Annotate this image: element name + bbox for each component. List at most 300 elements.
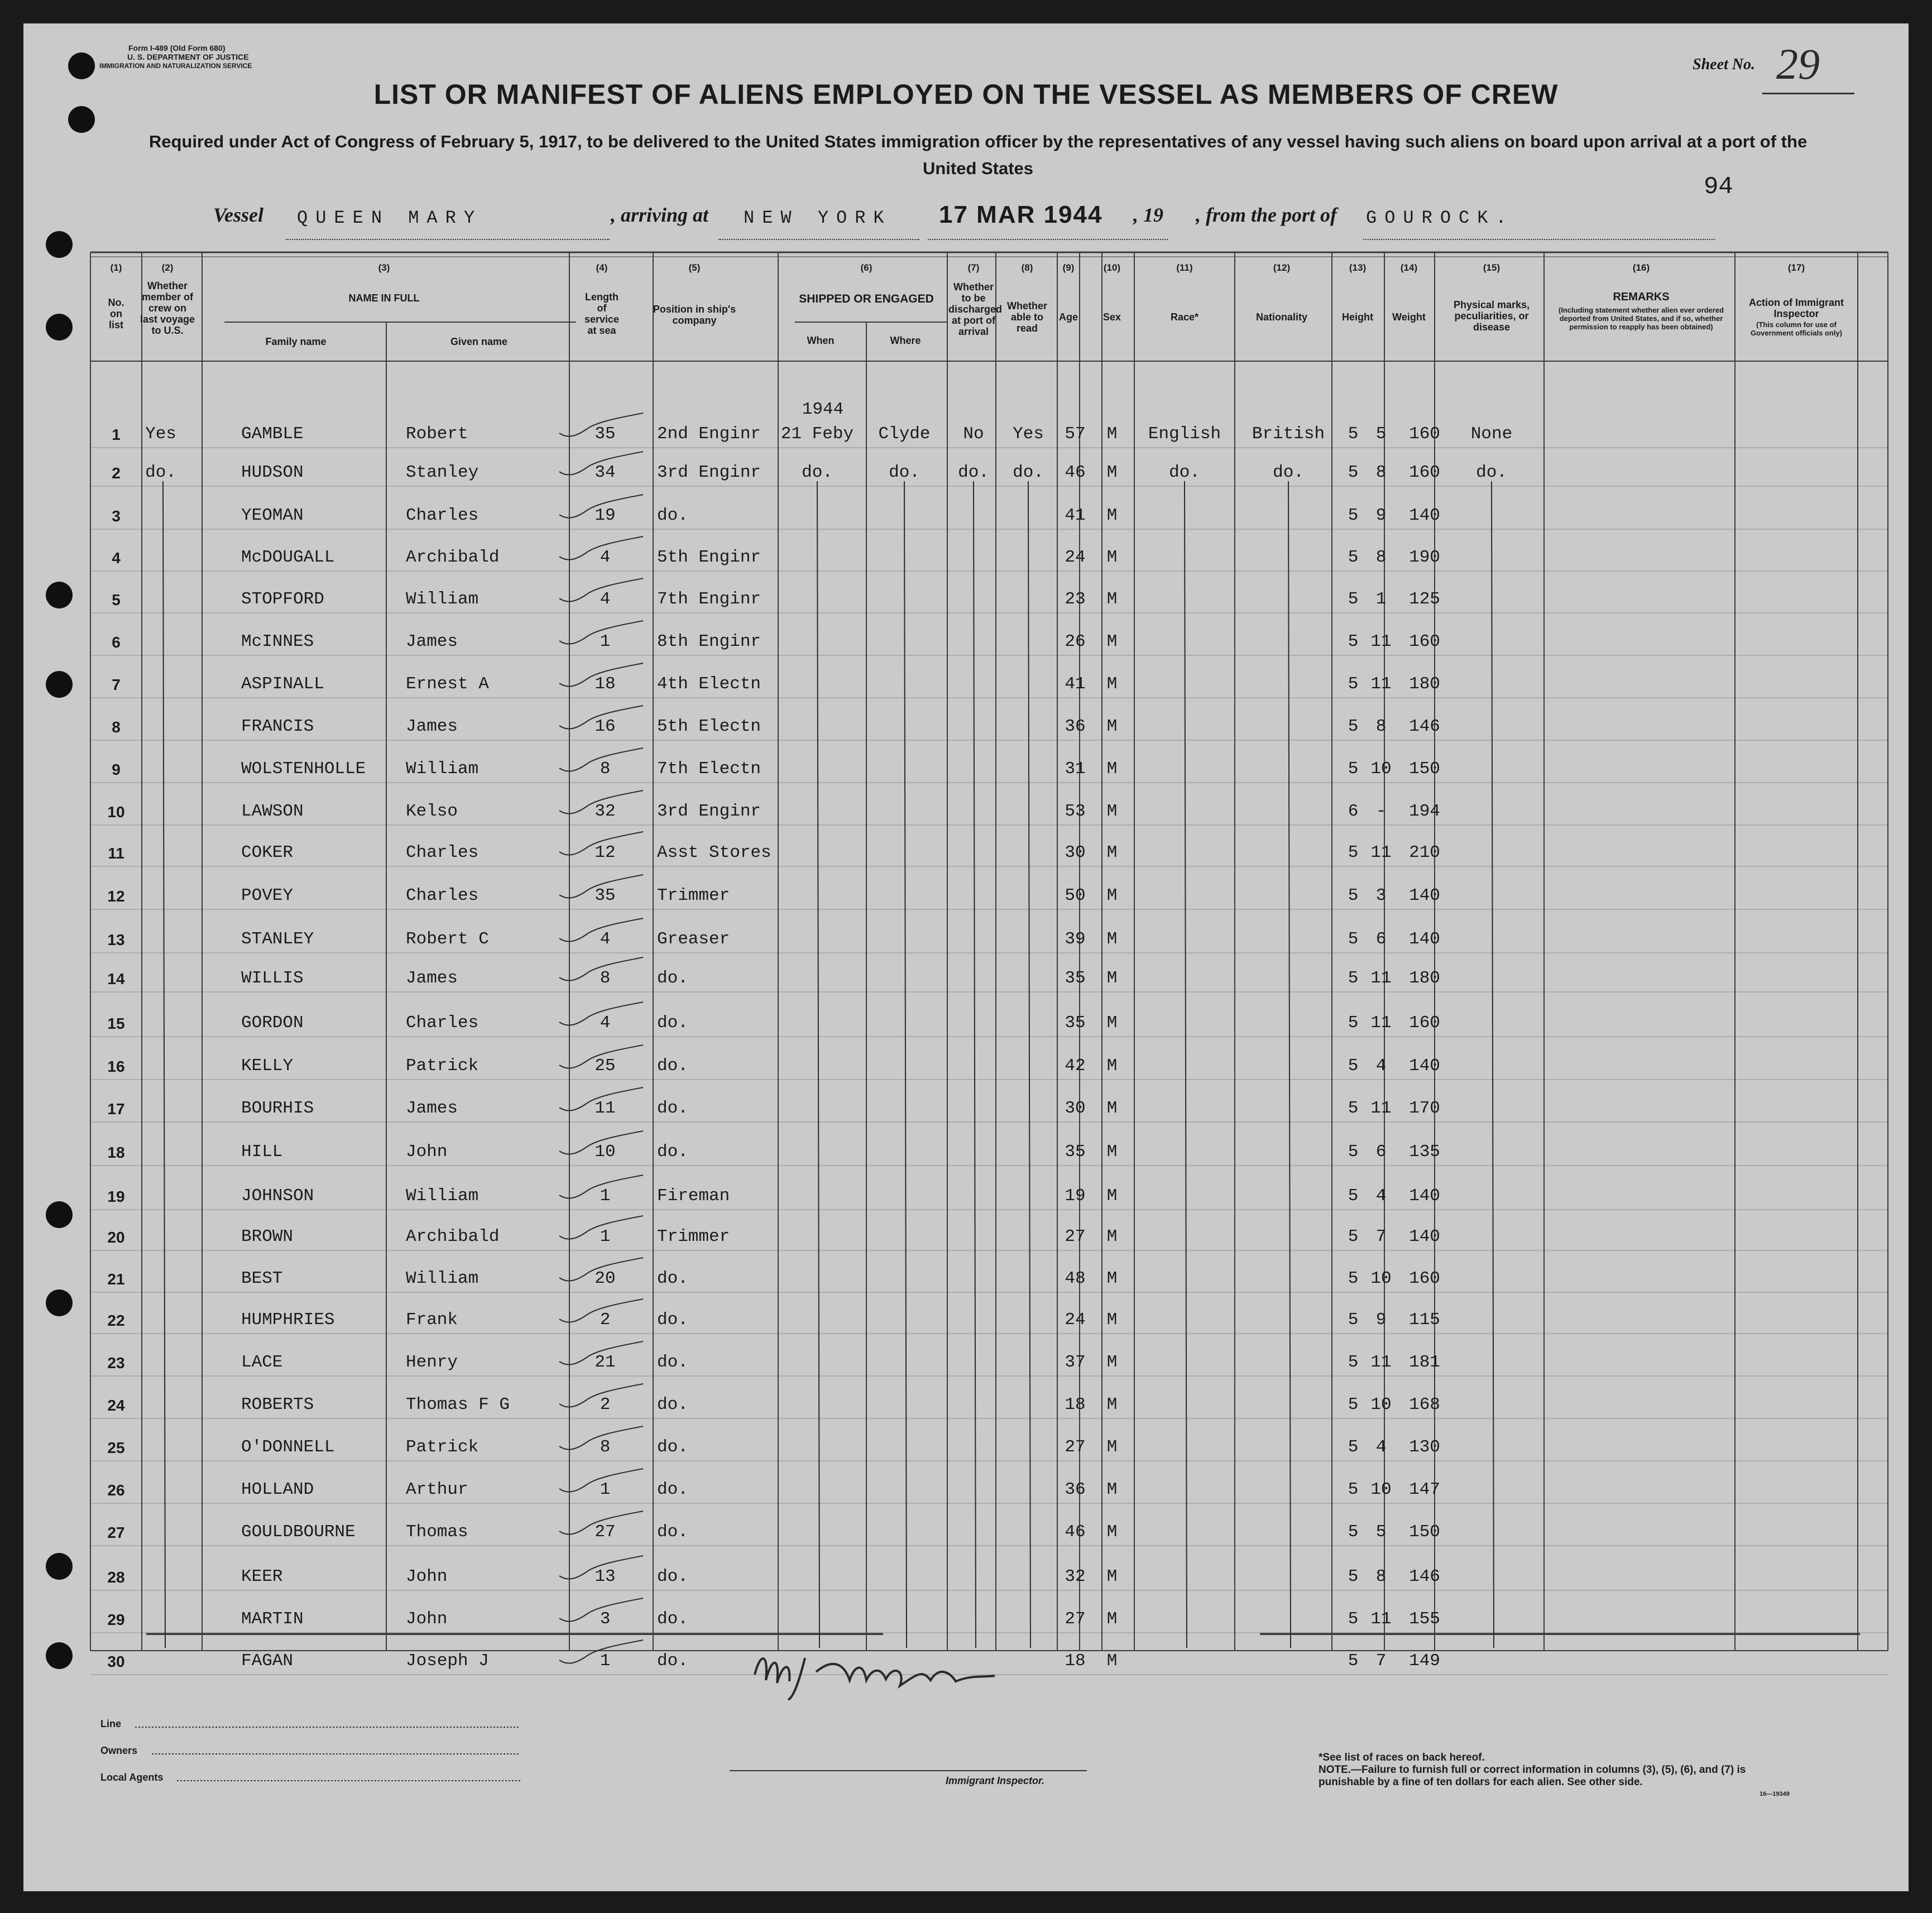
family-name: ROBERTS	[241, 1395, 314, 1415]
service-years: 12	[595, 843, 616, 862]
row-number: 16	[107, 1058, 125, 1075]
height-inches: 9	[1375, 1310, 1387, 1330]
page-subtitle: Required under Act of Congress of February 5, 1917, to be delivered to the United States immigration officer by the representatives of any vessel having such aliens on board upon arrival at a port of the United States	[148, 132, 1808, 178]
discharged-value: do.	[958, 463, 989, 482]
col-num-1: (1)	[110, 262, 122, 273]
col-num-9: (9)	[1062, 262, 1075, 273]
service-years: 8	[600, 969, 611, 988]
shipped-year: 1944	[802, 400, 844, 419]
weight-value: 190	[1409, 548, 1440, 567]
height-inches: 8	[1375, 548, 1387, 567]
row-number: 11	[108, 845, 124, 862]
service-years: 1	[600, 632, 611, 651]
col-num-3: (3)	[378, 262, 390, 273]
height-feet: 5	[1348, 843, 1359, 862]
age-value: 26	[1065, 632, 1086, 651]
row-number: 14	[107, 970, 125, 987]
col-num-11: (11)	[1176, 262, 1193, 273]
col-num-12: (12)	[1273, 262, 1291, 273]
height-feet: 5	[1348, 759, 1359, 779]
weight-value: 210	[1409, 843, 1440, 862]
weight-value: 194	[1409, 802, 1440, 821]
weight-value: 146	[1409, 717, 1440, 736]
height-inches: 4	[1375, 1437, 1387, 1457]
position-value: do.	[657, 1013, 688, 1033]
position-value: 4th Electn	[657, 674, 761, 694]
family-name: WOLSTENHOLLE	[241, 759, 366, 779]
height-inches: 4	[1375, 1056, 1387, 1076]
sex-value: M	[1106, 1480, 1118, 1499]
position-value: do.	[657, 1480, 688, 1499]
weight-value: 140	[1409, 1227, 1440, 1246]
header-age: Age	[1058, 311, 1078, 323]
sheet-label: Sheet No.	[1693, 56, 1755, 73]
nationality-value: do.	[1273, 463, 1304, 482]
weight-value: 146	[1409, 1567, 1440, 1586]
height-feet: 5	[1348, 1013, 1359, 1033]
service-years: 1	[600, 1227, 611, 1246]
given-name: Patrick	[406, 1056, 479, 1076]
col-num-5: (5)	[688, 262, 701, 273]
able-to-read-value: Yes	[1013, 424, 1044, 444]
given-name: James	[406, 632, 458, 651]
height-inches: 7	[1375, 1227, 1387, 1246]
sex-value: M	[1106, 1142, 1118, 1162]
height-inches: 1	[1375, 589, 1387, 609]
service-years: 8	[600, 759, 611, 779]
col-num-8: (8)	[1021, 262, 1033, 273]
height-feet: 5	[1348, 1310, 1359, 1330]
col-num-13: (13)	[1349, 262, 1367, 273]
given-name: Archibald	[406, 548, 500, 567]
from-port: GOUROCK.	[1366, 208, 1514, 228]
header-inspector-note: (This column for use of Government officials only)	[1751, 320, 1842, 337]
given-name: Charles	[406, 506, 479, 525]
family-name: ASPINALL	[241, 674, 324, 694]
position-value: do.	[657, 506, 688, 525]
position-value: do.	[657, 1099, 688, 1118]
header-position: Position in ship's company	[653, 304, 736, 326]
sex-value: M	[1106, 1651, 1118, 1671]
row-number: 26	[107, 1482, 125, 1499]
given-name: Charles	[406, 843, 479, 862]
sex-value: M	[1106, 1056, 1118, 1076]
weight-value: 147	[1409, 1480, 1440, 1499]
family-name: HOLLAND	[241, 1480, 314, 1499]
row-number: 30	[107, 1653, 125, 1670]
vessel-name: QUEEN MARY	[297, 208, 483, 228]
sex-value: M	[1106, 1567, 1118, 1586]
family-name: GAMBLE	[241, 424, 304, 444]
row-number: 15	[107, 1015, 125, 1032]
shipped-when: 21 Feby	[780, 424, 854, 444]
height-feet: 5	[1348, 632, 1359, 651]
sex-value: M	[1106, 1013, 1118, 1033]
height-inches: 11	[1370, 1099, 1392, 1118]
height-feet: 5	[1348, 1437, 1359, 1457]
weight-value: 160	[1409, 632, 1440, 651]
position-value: 2nd Enginr	[657, 424, 761, 444]
height-feet: 5	[1348, 1227, 1359, 1246]
shipped-where: do.	[889, 463, 920, 482]
age-value: 35	[1065, 1013, 1086, 1033]
able-to-read-value: do.	[1013, 463, 1044, 482]
service-years: 8	[600, 1437, 611, 1457]
given-name: Ernest A	[406, 674, 489, 694]
height-inches: 10	[1370, 1395, 1392, 1415]
shipped-where: Clyde	[878, 424, 931, 444]
age-value: 23	[1065, 589, 1086, 609]
header-name-in-full: NAME IN FULL	[348, 293, 420, 304]
discharged-value: No	[963, 424, 984, 444]
sex-value: M	[1106, 424, 1118, 444]
age-value: 31	[1065, 759, 1086, 779]
age-value: 27	[1065, 1437, 1086, 1457]
position-value: Trimmer	[657, 886, 730, 905]
weight-value: 140	[1409, 506, 1440, 525]
service-years: 25	[595, 1056, 616, 1076]
age-value: 41	[1065, 506, 1086, 525]
race-value: do.	[1169, 463, 1200, 482]
sex-value: M	[1106, 886, 1118, 905]
physical-marks-value: None	[1470, 424, 1513, 444]
row-number: 10	[107, 803, 125, 821]
row-number: 4	[112, 549, 121, 567]
page-title: LIST OR MANIFEST OF ALIENS EMPLOYED ON THE VESSEL AS MEMBERS OF CREW	[373, 79, 1559, 110]
age-value: 35	[1065, 1142, 1086, 1162]
given-name: Henry	[406, 1353, 458, 1372]
age-value: 32	[1065, 1567, 1086, 1586]
sex-value: M	[1106, 1269, 1118, 1288]
sex-value: M	[1106, 1395, 1118, 1415]
height-feet: 5	[1348, 424, 1359, 444]
family-name: JOHNSON	[241, 1186, 314, 1206]
height-feet: 6	[1348, 802, 1359, 821]
vessel-label: Vessel	[213, 204, 263, 226]
service-years: 1	[600, 1480, 611, 1499]
age-value: 18	[1065, 1651, 1086, 1671]
family-name: COKER	[241, 843, 294, 862]
last-voyage-value: do.	[145, 463, 176, 482]
header-weight: Weight	[1392, 311, 1426, 323]
height-feet: 5	[1348, 463, 1359, 482]
given-name: Thomas F G	[406, 1395, 510, 1415]
sex-value: M	[1106, 463, 1118, 482]
height-feet: 5	[1348, 1099, 1359, 1118]
penalty-note: NOTE.—Failure to furnish full or correct information in columns (3), (5), (6), and (7) is punishable by a fine of ten dollars for each alien. See other side.	[1319, 1764, 1746, 1788]
given-name: James	[406, 969, 458, 988]
given-name: Robert C	[406, 929, 489, 949]
arriving-label: , arriving at	[611, 204, 709, 226]
height-inches: 4	[1375, 1186, 1387, 1206]
weight-value: 160	[1409, 424, 1440, 444]
height-inches: 11	[1370, 1353, 1392, 1372]
nationality-value: British	[1252, 424, 1325, 444]
height-feet: 5	[1348, 969, 1359, 988]
service-years: 11	[595, 1099, 616, 1118]
weight-value: 180	[1409, 969, 1440, 988]
age-value: 30	[1065, 1099, 1086, 1118]
races-note: *See list of races on back hereof.	[1319, 1752, 1485, 1763]
sex-value: M	[1106, 1227, 1118, 1246]
given-name: James	[406, 717, 458, 736]
height-inches: 8	[1375, 463, 1387, 482]
service-name: IMMIGRATION AND NATURALIZATION SERVICE	[99, 62, 252, 70]
col-num-17: (17)	[1787, 262, 1805, 273]
header-given-name: Given name	[450, 336, 508, 347]
position-value: do.	[657, 1310, 688, 1330]
age-value: 37	[1065, 1353, 1086, 1372]
family-name: STANLEY	[241, 929, 314, 949]
height-feet: 5	[1348, 548, 1359, 567]
race-value: English	[1148, 424, 1221, 444]
position-value: do.	[657, 1269, 688, 1288]
col-num-10: (10)	[1103, 262, 1121, 273]
family-name: GORDON	[241, 1013, 304, 1033]
row-number: 24	[107, 1397, 125, 1414]
sex-value: M	[1106, 1353, 1118, 1372]
height-feet: 5	[1348, 1609, 1359, 1629]
height-inches: 11	[1370, 843, 1392, 862]
service-years: 3	[600, 1609, 611, 1629]
height-feet: 5	[1348, 1395, 1359, 1415]
sex-value: M	[1106, 1609, 1118, 1629]
age-value: 36	[1065, 717, 1086, 736]
age-value: 46	[1065, 463, 1086, 482]
service-years: 18	[595, 674, 616, 694]
family-name: McINNES	[241, 632, 314, 651]
family-name: POVEY	[241, 886, 294, 905]
service-years: 4	[600, 589, 611, 609]
service-years: 27	[595, 1522, 616, 1542]
weight-value: 181	[1409, 1353, 1440, 1372]
family-name: FAGAN	[241, 1651, 294, 1671]
family-name: LACE	[241, 1353, 283, 1372]
position-value: Asst Stores	[657, 843, 771, 862]
height-inches: 8	[1375, 1567, 1387, 1586]
given-name: John	[406, 1567, 448, 1586]
header-inspector-action: Action of Immigrant Inspector	[1749, 297, 1844, 319]
sex-value: M	[1106, 802, 1118, 821]
sex-value: M	[1106, 969, 1118, 988]
form-id: Form I-489 (Old Form 680)	[128, 44, 226, 52]
position-value: 3rd Enginr	[657, 463, 761, 482]
age-value: 42	[1065, 1056, 1086, 1076]
position-value: do.	[657, 1142, 688, 1162]
position-value: do.	[657, 1651, 688, 1671]
sheet-number: 29	[1776, 40, 1820, 88]
row-number: 7	[112, 676, 121, 693]
position-value: do.	[657, 1056, 688, 1076]
age-value: 50	[1065, 886, 1086, 905]
given-name: William	[406, 589, 479, 609]
family-name: LAWSON	[241, 802, 304, 821]
family-name: WILLIS	[241, 969, 304, 988]
sex-value: M	[1106, 506, 1118, 525]
service-years: 10	[595, 1142, 616, 1162]
service-years: 1	[600, 1651, 611, 1671]
height-feet: 5	[1348, 1056, 1359, 1076]
height-feet: 5	[1348, 886, 1359, 905]
row-number: 6	[112, 634, 121, 651]
position-value: Trimmer	[657, 1227, 730, 1246]
height-feet: 5	[1348, 506, 1359, 525]
header-physical-marks: Physical marks, peculiarities, or disease	[1453, 299, 1530, 333]
sex-value: M	[1106, 1522, 1118, 1542]
col-num-16: (16)	[1632, 262, 1650, 273]
family-name: HUMPHRIES	[241, 1310, 335, 1330]
row-number: 19	[107, 1188, 125, 1205]
header-last-voyage: Whether member of crew on last voyage to U.S.	[140, 280, 195, 336]
row-number: 25	[107, 1439, 125, 1456]
age-value: 41	[1065, 674, 1086, 694]
height-feet: 5	[1348, 1651, 1359, 1671]
position-value: 5th Enginr	[657, 548, 761, 567]
col-num-4: (4)	[596, 262, 608, 273]
height-feet: 5	[1348, 929, 1359, 949]
given-name: William	[406, 759, 479, 779]
family-name: YEOMAN	[241, 506, 304, 525]
service-years: 34	[595, 463, 616, 482]
given-name: William	[406, 1269, 479, 1288]
physical-marks-value: do.	[1476, 463, 1507, 482]
given-name: William	[406, 1186, 479, 1206]
age-value: 30	[1065, 843, 1086, 862]
weight-value: 140	[1409, 1186, 1440, 1206]
weight-value: 168	[1409, 1395, 1440, 1415]
print-code: 16—19349	[1760, 1791, 1790, 1797]
header-when: When	[807, 335, 835, 346]
position-value: 7th Enginr	[657, 589, 761, 609]
header-remarks-note: (Including statement whether alien ever ordered deported from United States, and if so, whether permission to reapply has been obtained)	[1558, 306, 1724, 331]
height-inches: 11	[1370, 1609, 1392, 1629]
family-name: GOULDBOURNE	[241, 1522, 356, 1542]
sex-value: M	[1106, 548, 1118, 567]
family-name: BEST	[241, 1269, 283, 1288]
row-number: 27	[107, 1524, 125, 1541]
family-name: KELLY	[241, 1056, 294, 1076]
height-inches: 3	[1375, 886, 1387, 905]
age-value: 18	[1065, 1395, 1086, 1415]
header-shipped-engaged: SHIPPED OR ENGAGED	[799, 293, 934, 305]
header-length-service: Length of service at sea	[584, 291, 620, 336]
position-value: do.	[657, 969, 688, 988]
header-discharged: Whether to be discharged at port of arrival	[948, 281, 1003, 337]
position-value: 5th Electn	[657, 717, 761, 736]
height-inches: 6	[1375, 929, 1387, 949]
service-years: 21	[595, 1353, 616, 1372]
given-name: Charles	[406, 1013, 479, 1033]
header-able-to-read: Whether able to read	[1007, 300, 1047, 334]
weight-value: 155	[1409, 1609, 1440, 1629]
age-value: 46	[1065, 1522, 1086, 1542]
weight-value: 160	[1409, 1013, 1440, 1033]
height-inches: 6	[1375, 1142, 1387, 1162]
age-value: 39	[1065, 929, 1086, 949]
col-num-7: (7)	[967, 262, 980, 273]
height-inches: 5	[1375, 1522, 1387, 1542]
date-stamp: 17 MAR 1944	[939, 201, 1103, 228]
sex-value: M	[1106, 717, 1118, 736]
height-inches: 10	[1370, 1269, 1392, 1288]
weight-value: 149	[1409, 1651, 1440, 1671]
row-number: 8	[112, 718, 121, 736]
header-height: Height	[1342, 311, 1373, 323]
height-feet: 5	[1348, 1567, 1359, 1586]
family-name: O'DONNELL	[241, 1437, 335, 1457]
age-value: 35	[1065, 969, 1086, 988]
height-inches: 8	[1375, 717, 1387, 736]
inspector-label: Immigrant Inspector.	[946, 1775, 1045, 1786]
service-years: 35	[595, 424, 616, 444]
position-value: do.	[657, 1609, 688, 1629]
weight-value: 125	[1409, 589, 1440, 609]
row-number: 2	[112, 464, 121, 482]
sex-value: M	[1106, 759, 1118, 779]
given-name: Thomas	[406, 1522, 468, 1542]
from-label: , from the port of	[1196, 204, 1337, 226]
height-feet: 5	[1348, 674, 1359, 694]
height-feet: 5	[1348, 1353, 1359, 1372]
service-years: 1	[600, 1186, 611, 1206]
height-inches: 11	[1370, 1013, 1392, 1033]
col-num-14: (14)	[1400, 262, 1418, 273]
position-value: Fireman	[657, 1186, 730, 1206]
age-value: 27	[1065, 1227, 1086, 1246]
sex-value: M	[1106, 929, 1118, 949]
age-value: 27	[1065, 1609, 1086, 1629]
height-inches: 11	[1370, 969, 1392, 988]
header-nationality: Nationality	[1255, 311, 1307, 323]
col-num-2: (2)	[161, 262, 174, 273]
position-value: do.	[657, 1395, 688, 1415]
sex-value: M	[1106, 632, 1118, 651]
height-feet: 5	[1348, 1142, 1359, 1162]
given-name: Archibald	[406, 1227, 500, 1246]
manifest-page	[23, 23, 1909, 1891]
position-value: do.	[657, 1522, 688, 1542]
row-number: 21	[107, 1270, 125, 1288]
given-name: Patrick	[406, 1437, 479, 1457]
row-number: 29	[107, 1611, 125, 1628]
header-family-name: Family name	[265, 336, 327, 347]
header-where: Where	[890, 335, 921, 346]
age-value: 48	[1065, 1269, 1086, 1288]
arriving-port: NEW YORK	[744, 208, 892, 228]
weight-value: 160	[1409, 1269, 1440, 1288]
sex-value: M	[1106, 589, 1118, 609]
weight-value: 115	[1409, 1310, 1440, 1330]
given-name: James	[406, 1099, 458, 1118]
service-years: 2	[600, 1395, 611, 1415]
age-value: 36	[1065, 1480, 1086, 1499]
service-years: 20	[595, 1269, 616, 1288]
height-inches: -	[1375, 802, 1387, 821]
position-value: 8th Enginr	[657, 632, 761, 651]
weight-value: 140	[1409, 1056, 1440, 1076]
owners-label: Owners	[100, 1745, 138, 1756]
age-value: 19	[1065, 1186, 1086, 1206]
given-name: Stanley	[406, 463, 479, 482]
weight-value: 130	[1409, 1437, 1440, 1457]
agents-label: Local Agents	[100, 1772, 164, 1783]
sex-value: M	[1106, 1099, 1118, 1118]
service-years: 16	[595, 717, 616, 736]
sex-value: M	[1106, 843, 1118, 862]
family-name: BOURHIS	[241, 1099, 314, 1118]
height-inches: 7	[1375, 1651, 1387, 1671]
position-value: do.	[657, 1353, 688, 1372]
